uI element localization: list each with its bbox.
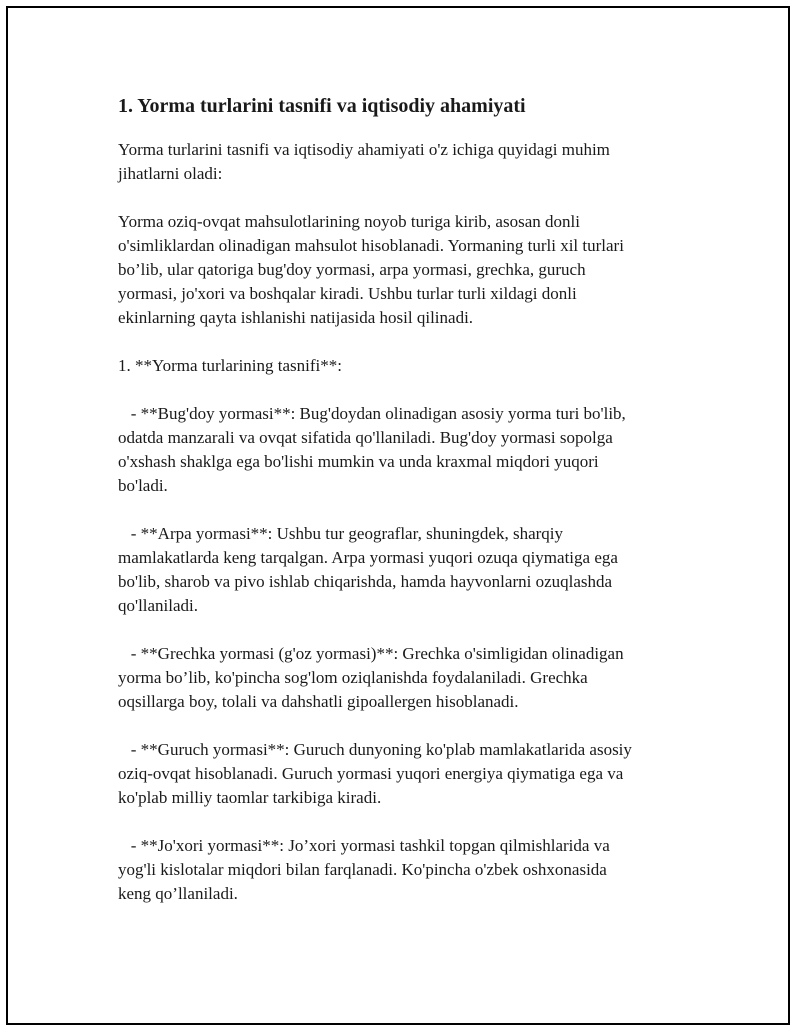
document-title: 1. Yorma turlarini tasnifi va iqtisodiy ahamiyati xyxy=(118,95,526,117)
document-body: Yorma turlarini tasnifi va iqtisodiy ahamiyati o'z ichiga quyidagi muhim jihatlarni oladi: Yorma oziq-ovqat mahsulotlarining noyob turiga kirib, asosan donli o'simliklardan olinadigan mahsulot hisoblanadi. Yormaning turli xil turlari bo’lib, ular qatoriga bug'doy yormasi, arpa yormasi, grechka, guruch yormasi, jo'xori va boshqalar kiradi. Ushbu turlar turli xildagi donli ekinlarning qayta ishlanishi natijasida hosil qilinadi. 1. **Yorma turlarining tasnifi**: - **Bug'doy yormasi**: Bug'doydan olinadigan asosiy yorma turi bo'lib, odatda manzarali va ovqat sifatida qo'llaniladi. Bug'doy yormasi sopolga o'xshash shaklga ega bo'lishi mumkin va unda kraxmal miqdori yuqori bo'ladi. - **Arpa yormasi**: Ushbu tur geograflar, shuningdek, sharqiy mamlakatlarda keng tarqalgan. Arpa yormasi yuqori ozuqa qiymatiga ega bo'lib, sharob va pivo ishlab chiqarishda, hamda hayvonlarni ozuqlashda qo'llaniladi. - **Grechka yormasi (g'oz yormasi)**: Grechka o'simligidan olinadigan yorma bo’lib, ko'pincha sog'lom oziqlanishda foydalaniladi. Grechka oqsillarga boy, tolali va dahshatli gipoallergen hisoblanadi. - **Guruch yormasi**: Guruch dunyoning ko'plab mamlakatlarida asosiy oziq-ovqat hisoblanadi. Guruch yormasi yuqori energiya qiymatiga ega va ko'plab milliy taomlar tarkibiga kiradi. - **Jo'xori yormasi**: Jo’xori yormasi tashkil topgan qilmishlarida va yog'li kislotalar miqdori bilan farqlanadi. Ko'pincha o'zbek oshxonasida keng qo’llaniladi. xyxy=(118,140,632,903)
document-content xyxy=(118,92,688,906)
